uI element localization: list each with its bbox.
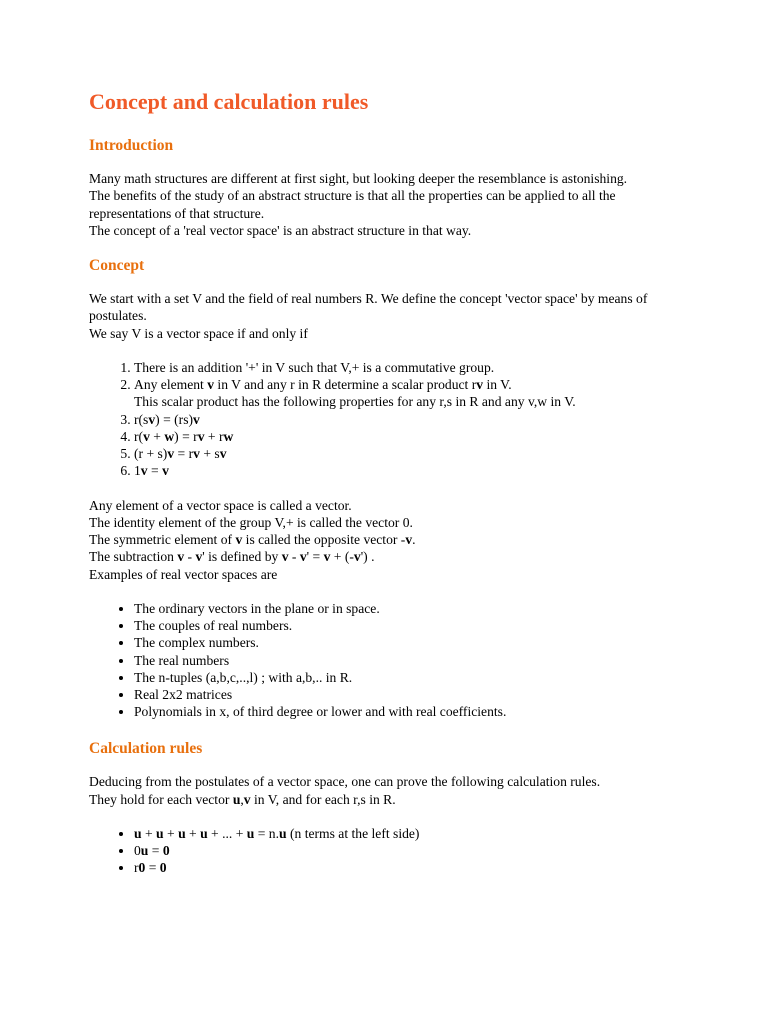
postulate-item: 2. Any element v in V and any r in R determine a scalar product rv in V. This scalar product has the following properties for any r,s in R and any v,w in V.: [134, 376, 689, 410]
calculation-rules-heading: Calculation rules: [89, 740, 203, 758]
introduction-heading: Introduction: [89, 137, 174, 154]
postulates-list: [89, 359, 689, 479]
calculation-rule-item: • r0 = 0: [134, 859, 689, 876]
introduction-paragraph: Many math structures are different at first sight, but looking deeper the resemblance is astonishing.: [89, 171, 628, 186]
document-page: [89, 88, 689, 877]
introduction-paragraph: The concept of a 'real vector space' is an abstract structure in that way.: [89, 222, 472, 238]
concept-heading: Concept: [89, 257, 145, 275]
example-item: • The couples of real numbers.: [134, 617, 689, 634]
postulate-item: 3. r(sv) = (rs)v: [134, 411, 689, 428]
examples-list: [89, 600, 689, 720]
definition-line: The identity element of the group V,+ is called the vector 0.: [89, 514, 413, 530]
calculation-rule-item: • u + u + u + u + ... + u = n.u (n terms at the left side): [134, 825, 689, 842]
postulate-item: 4. r(v + w) = rv + rw: [134, 428, 689, 445]
calculation-rules-list: [89, 825, 689, 877]
example-item: • The real numbers: [134, 652, 689, 669]
postulate-item: 6. 1v = v: [134, 462, 689, 479]
example-item: • Polynomials in x, of third degree or lower and with real coefficients.: [134, 703, 689, 720]
definition-line: The symmetric element of v is called the opposite vector -v.: [89, 532, 416, 548]
example-item: • The ordinary vectors in the plane or in space.: [134, 600, 689, 617]
example-item: • Real 2x2 matrices: [134, 686, 689, 703]
calculation-intro-line: They hold for each vector u,v in V, and for each r,s in R.: [89, 791, 396, 807]
definition-line: Examples of real vector spaces are: [89, 566, 278, 582]
calculation-rule-item: • 0u = 0: [134, 842, 689, 859]
calculation-intro-line: Deducing from the postulates of a vector space, one can prove the following calculation rules.: [89, 774, 601, 790]
calculation-rules-intro: [89, 773, 689, 808]
postulate-item: 1. There is an addition '+' in V such that V,+ is a commutative group.: [134, 359, 689, 376]
introduction-paragraph: The benefits of the study of an abstract structure is that all the properties can be applied to all the representations of that structure.: [89, 188, 616, 221]
example-item: • The n-tuples (a,b,c,..,l) ; with a,b,.. in R.: [134, 669, 689, 686]
concept-definitions: [89, 497, 689, 583]
page-title: Concept and calculation rules: [89, 89, 369, 114]
definition-line: The subtraction v - v' is defined by v - v' = v + (-v') .: [89, 549, 375, 565]
postulate-item: 5. (r + s)v = rv + sv: [134, 445, 689, 462]
concept-paragraph: We say V is a vector space if and only if: [89, 325, 308, 341]
concept-paragraph: We start with a set V and the field of real numbers R. We define the concept 'vector space' by means of postulates.: [89, 291, 648, 324]
example-item: • The complex numbers.: [134, 634, 689, 651]
definition-line: Any element of a vector space is called a vector.: [89, 497, 352, 513]
